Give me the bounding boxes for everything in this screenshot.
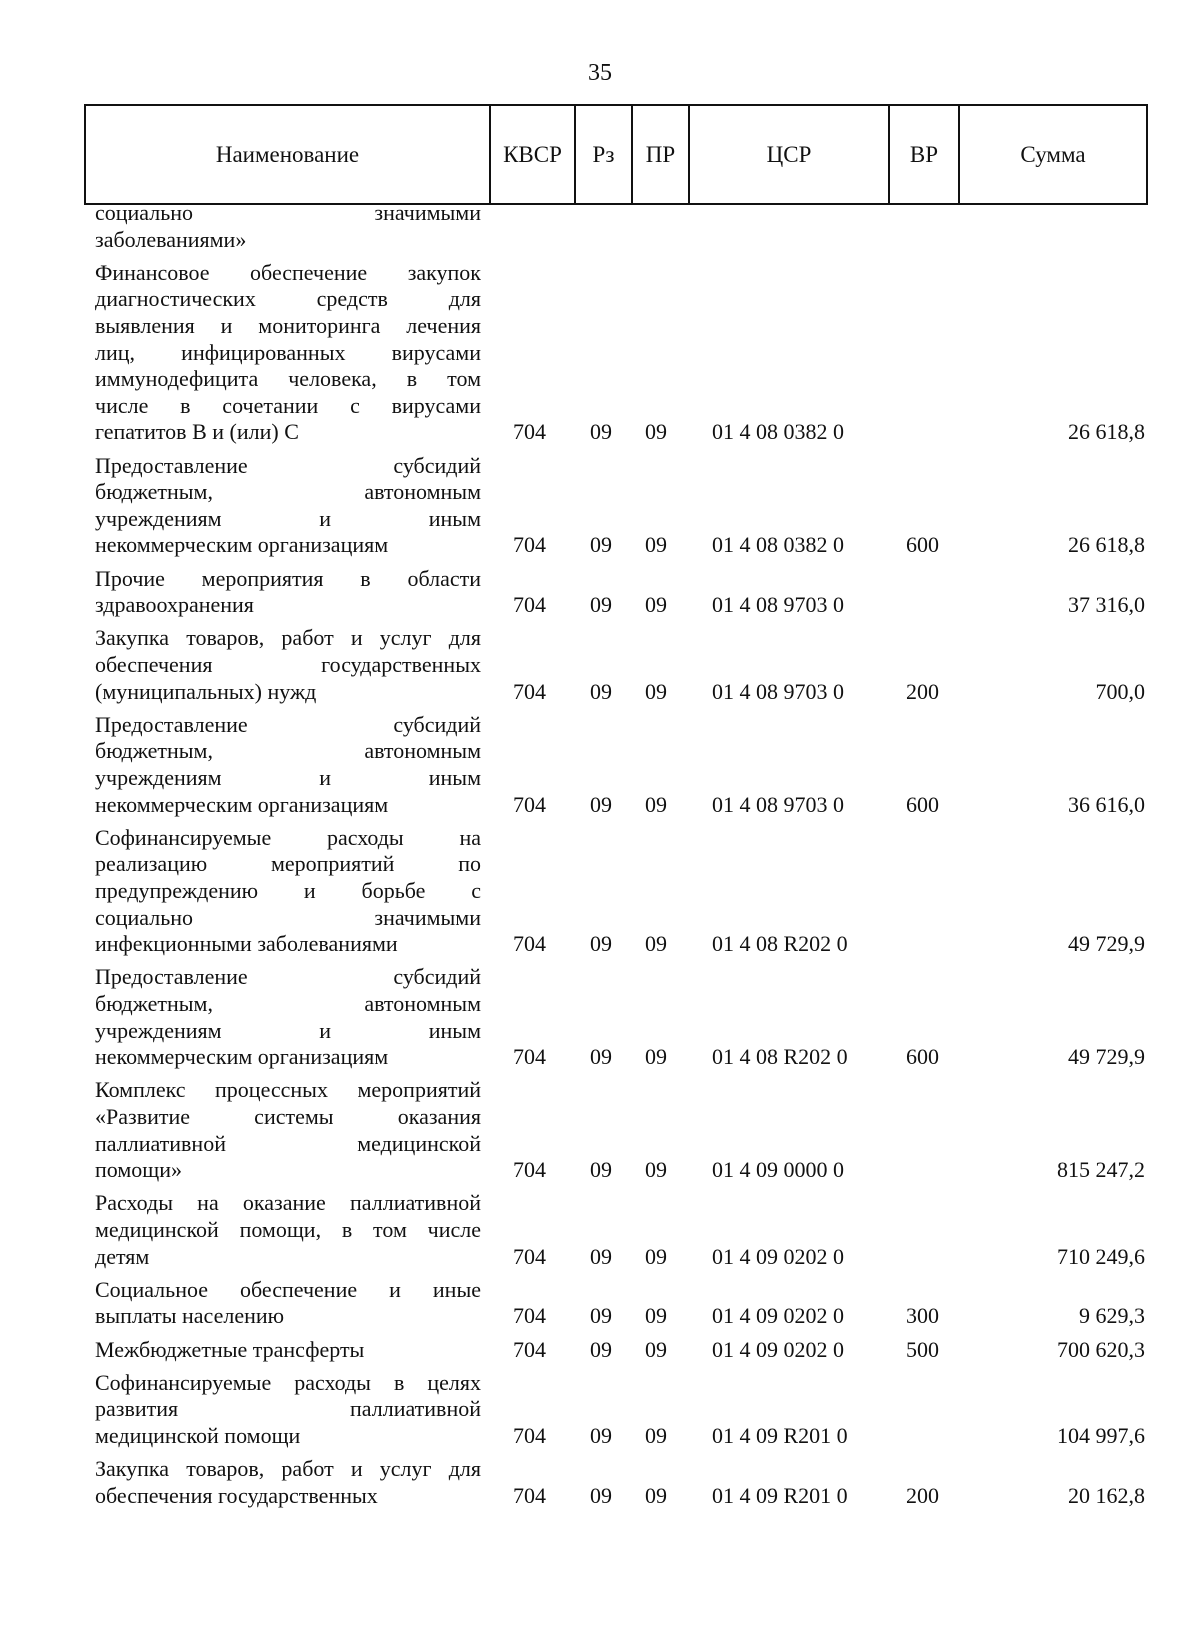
cell-sum: 36 616,0 (1068, 791, 1145, 817)
cell-name-line: Софинансируемые расходы на (95, 824, 481, 850)
header-vr: ВР (889, 105, 959, 204)
cell-rz: 09 (590, 1157, 612, 1183)
cell-name-line: Расходы на оказание паллиативной (95, 1190, 481, 1216)
cell-kvsr: 704 (513, 532, 546, 558)
cell-csr: 01 4 08 R202 0 (712, 931, 848, 957)
cell-name-line: бюджетным, автономным (95, 738, 481, 764)
cell-vr: 600 (906, 1044, 939, 1070)
cell-name-line: иммунодефицита человека, в том (95, 366, 481, 392)
cell-sum: 49 729,9 (1068, 931, 1145, 957)
cell-name-line: Межбюджетные трансферты (95, 1336, 365, 1362)
cell-pr: 09 (645, 419, 667, 445)
cell-name-line: обеспечения государственных (95, 1482, 378, 1508)
cell-kvsr: 704 (513, 1336, 546, 1362)
cell-rz: 09 (590, 532, 612, 558)
cell-name-line: гепатитов В и (или) С (95, 419, 299, 445)
cell-csr: 01 4 08 9703 0 (712, 678, 844, 704)
cell-csr: 01 4 09 R201 0 (712, 1482, 848, 1508)
cell-name-line: Софинансируемые расходы в целях (95, 1369, 481, 1395)
header-sum: Сумма (959, 105, 1147, 204)
cell-kvsr: 704 (513, 1482, 546, 1508)
cell-name-line: Социальное обеспечение и иные (95, 1276, 481, 1302)
cell-name-line: диагностических средств для (95, 286, 481, 312)
cell-kvsr: 704 (513, 1303, 546, 1329)
cell-vr: 200 (906, 678, 939, 704)
cell-name-line: учреждениям и иным (95, 1017, 481, 1043)
cell-name-line: реализацию мероприятий по (95, 851, 481, 877)
cell-csr: 01 4 09 0202 0 (712, 1303, 844, 1329)
cell-name (95, 1277, 481, 1330)
cell-name (95, 453, 481, 559)
cell-name-line: Предоставление субсидий (95, 452, 481, 478)
cell-sum: 700,0 (1095, 678, 1145, 704)
cell-kvsr: 704 (513, 1422, 546, 1448)
table-row (0, 1277, 1200, 1330)
cell-name-line: «Развитие системы оказания (95, 1103, 481, 1129)
cell-csr: 01 4 08 0382 0 (712, 532, 844, 558)
cell-name-line: здравоохранения (95, 592, 254, 618)
cell-name-line: развития паллиативной (95, 1396, 481, 1422)
cell-name-line: некоммерческим организациям (95, 532, 389, 558)
cell-csr: 01 4 08 9703 0 (712, 592, 844, 618)
cell-name-line: (муниципальных) нужд (95, 678, 317, 704)
cell-sum: 9 629,3 (1079, 1303, 1145, 1329)
cell-sum: 815 247,2 (1057, 1157, 1145, 1183)
cell-pr: 09 (645, 791, 667, 817)
header-rz: Рз (575, 105, 632, 204)
cell-name-line: детям (95, 1243, 150, 1269)
cell-name (95, 712, 481, 818)
cell-name-line: паллиативной медицинской (95, 1130, 481, 1156)
cell-pr: 09 (645, 1482, 667, 1508)
header-csr: ЦСР (689, 105, 889, 204)
table-row (0, 200, 1200, 253)
cell-kvsr: 704 (513, 1044, 546, 1070)
cell-kvsr: 704 (513, 931, 546, 957)
cell-name-line: заболеваниями» (95, 226, 247, 252)
cell-name-line: Закупка товаров, работ и услуг для (95, 1456, 481, 1482)
cell-name-line: медицинской помощи (95, 1422, 301, 1448)
table-row (0, 964, 1200, 1070)
cell-name (95, 200, 481, 253)
cell-name-line: некоммерческим организациям (95, 1044, 389, 1070)
table-row (0, 625, 1200, 705)
cell-name (95, 1337, 481, 1364)
header-kvsr: КВСР (490, 105, 575, 204)
cell-name-line: учреждениям и иным (95, 505, 481, 531)
cell-pr: 09 (645, 592, 667, 618)
cell-sum: 26 618,8 (1068, 532, 1145, 558)
cell-rz: 09 (590, 1303, 612, 1329)
cell-name-line: Закупка товаров, работ и услуг для (95, 625, 481, 651)
cell-rz: 09 (590, 678, 612, 704)
table-row (0, 1077, 1200, 1183)
cell-name-line: медицинской помощи, в том числе (95, 1216, 481, 1242)
cell-pr: 09 (645, 1303, 667, 1329)
cell-pr: 09 (645, 1157, 667, 1183)
header-pr: ПР (632, 105, 689, 204)
table-row (0, 1190, 1200, 1270)
cell-name (95, 1456, 481, 1509)
cell-name (95, 1077, 481, 1183)
cell-name-line: обеспечения государственных (95, 651, 481, 677)
cell-rz: 09 (590, 1243, 612, 1269)
table-row (0, 712, 1200, 818)
table-row (0, 453, 1200, 559)
cell-name (95, 260, 481, 446)
table-row (0, 1456, 1200, 1509)
cell-vr: 200 (906, 1482, 939, 1508)
cell-rz: 09 (590, 1336, 612, 1362)
cell-name-line: Прочие мероприятия в области (95, 565, 481, 591)
table-row (0, 260, 1200, 446)
cell-name (95, 1370, 481, 1450)
cell-csr: 01 4 09 0202 0 (712, 1336, 844, 1362)
cell-sum: 26 618,8 (1068, 419, 1145, 445)
cell-name-line: инфекционными заболеваниями (95, 931, 398, 957)
cell-name (95, 964, 481, 1070)
cell-sum: 49 729,9 (1068, 1044, 1145, 1070)
cell-name-line: Предоставление субсидий (95, 964, 481, 990)
cell-rz: 09 (590, 419, 612, 445)
cell-name-line: Комплекс процессных мероприятий (95, 1077, 481, 1103)
cell-name-line: Предоставление субсидий (95, 711, 481, 737)
cell-kvsr: 704 (513, 678, 546, 704)
cell-sum: 37 316,0 (1068, 592, 1145, 618)
cell-name-line: выявления и мониторинга лечения (95, 312, 481, 338)
cell-name-line: бюджетным, автономным (95, 990, 481, 1016)
cell-name-line: лиц, инфицированных вирусами (95, 339, 481, 365)
cell-csr: 01 4 08 9703 0 (712, 791, 844, 817)
cell-name-line: некоммерческим организациям (95, 791, 389, 817)
cell-name-line: социально значимыми (95, 200, 481, 225)
cell-vr: 600 (906, 791, 939, 817)
cell-kvsr: 704 (513, 419, 546, 445)
cell-vr: 600 (906, 532, 939, 558)
cell-name-line: выплаты населению (95, 1303, 285, 1329)
cell-pr: 09 (645, 1422, 667, 1448)
table-row (0, 1337, 1200, 1364)
cell-name (95, 1190, 481, 1270)
cell-name-line: предупреждению и борьбе с (95, 877, 481, 903)
cell-vr: 500 (906, 1336, 939, 1362)
cell-rz: 09 (590, 592, 612, 618)
table-row (0, 566, 1200, 619)
table-row (0, 1370, 1200, 1450)
cell-rz: 09 (590, 1482, 612, 1508)
cell-csr: 01 4 09 0000 0 (712, 1157, 844, 1183)
cell-sum: 104 997,6 (1057, 1422, 1145, 1448)
cell-pr: 09 (645, 1044, 667, 1070)
cell-name (95, 625, 481, 705)
cell-sum: 700 620,3 (1057, 1336, 1145, 1362)
cell-name (95, 566, 481, 619)
cell-name (95, 825, 481, 958)
cell-name-line: социально значимыми (95, 904, 481, 930)
cell-rz: 09 (590, 931, 612, 957)
cell-pr: 09 (645, 1243, 667, 1269)
table-row (0, 825, 1200, 958)
cell-rz: 09 (590, 1044, 612, 1070)
cell-name-line: учреждениям и иным (95, 764, 481, 790)
cell-name-line: числе в сочетании с вирусами (95, 392, 481, 418)
cell-csr: 01 4 08 R202 0 (712, 1044, 848, 1070)
cell-csr: 01 4 09 R201 0 (712, 1422, 848, 1448)
page-number: 35 (588, 60, 612, 86)
cell-kvsr: 704 (513, 1157, 546, 1183)
cell-pr: 09 (645, 678, 667, 704)
cell-sum: 710 249,6 (1057, 1243, 1145, 1269)
cell-vr: 300 (906, 1303, 939, 1329)
cell-pr: 09 (645, 931, 667, 957)
cell-csr: 01 4 09 0202 0 (712, 1243, 844, 1269)
cell-name-line: бюджетным, автономным (95, 479, 481, 505)
header-name: Наименование (85, 105, 490, 204)
cell-rz: 09 (590, 1422, 612, 1448)
cell-pr: 09 (645, 532, 667, 558)
cell-csr: 01 4 08 0382 0 (712, 419, 844, 445)
cell-name-line: помощи» (95, 1157, 182, 1183)
cell-rz: 09 (590, 791, 612, 817)
cell-kvsr: 704 (513, 791, 546, 817)
cell-kvsr: 704 (513, 592, 546, 618)
cell-sum: 20 162,8 (1068, 1482, 1145, 1508)
cell-name-line: Финансовое обеспечение закупок (95, 259, 481, 285)
cell-kvsr: 704 (513, 1243, 546, 1269)
cell-pr: 09 (645, 1336, 667, 1362)
